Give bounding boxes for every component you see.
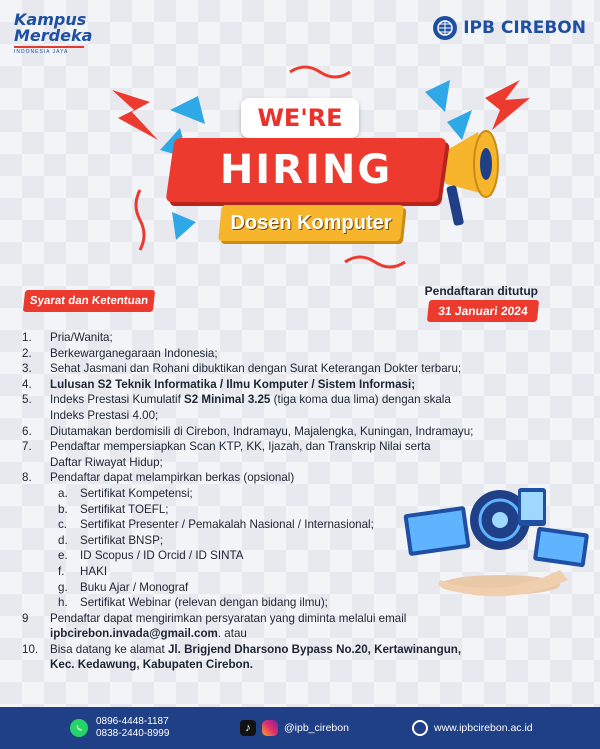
sub-list-item: d. Sertifikat BNSP; [58, 533, 164, 547]
requirements-list [22, 330, 492, 673]
lightning-right-icon [485, 80, 530, 130]
tiktok-icon[interactable]: ♪ [240, 720, 256, 736]
sub-list-item: f. HAKI [58, 564, 108, 578]
list-item: 1. Pria/Wanita; [22, 331, 113, 344]
sub-list-item: b. Sertifikat TOEFL; [58, 502, 169, 516]
list-item: 9 Pendaftar dapat mengirimkan persyaratan yang diminta melalui email ipbcirebon.invada@gmail.com. atau [22, 611, 407, 641]
sub-list-item: e. ID Scopus / ID Orcid / ID SINTA [58, 549, 244, 563]
indonesia-jaya-text: INDONESIA JAYA [14, 46, 84, 55]
phone-number-1[interactable]: 0896-4448-1187 [96, 716, 169, 727]
list-item: 2. Berkewarganegaraan Indonesia; [22, 346, 218, 360]
sub-list-item: g. Buku Ajar / Monograf [58, 580, 189, 594]
whatsapp-icon [70, 719, 88, 737]
hiring-text: HIRING [219, 147, 393, 193]
squiggle-left [136, 190, 144, 250]
lightning-left-icon [112, 90, 158, 140]
phone-number-2[interactable]: 0838-2440-8999 [96, 728, 170, 739]
footer-website [412, 720, 533, 736]
section-title-badge: Syarat dan Ketentuan [23, 290, 155, 312]
sub-list-item: a. Sertifikat Kompetensi; [58, 486, 193, 500]
list-item: 3. Sehat Jasmani dan Rohani dibuktikan dengan Surat Keterangan Dokter terbaru; [22, 362, 462, 376]
deadline-date-badge: 31 Januari 2024 [427, 300, 539, 322]
footer-social [240, 720, 349, 736]
list-item: 7. Pendaftar mempersiapkan Scan KTP, KK, Ijazah, dan Transkrip Nilai serta Daftar Riwayat Hidup; [22, 440, 431, 469]
were-banner: WE'RE [241, 98, 359, 138]
list-item: 8. Pendaftar dapat melampirkan berkas (opsional) [22, 471, 295, 485]
kampus-text: Kampus [14, 10, 87, 29]
globe-icon [412, 720, 428, 736]
burst-right-2 [447, 110, 472, 140]
footer-whatsapp [70, 716, 169, 740]
list-item: 6. Diutamakan berdomisili di Cirebon, Indramayu, Majalengka, Kuningan, Indramayu; [22, 424, 474, 438]
ipb-cirebon-text: IPB CIREBON [463, 18, 586, 38]
burst-left-1 [170, 96, 205, 124]
hiring-banner [166, 138, 447, 202]
website-link[interactable]: www.ipbcirebon.ac.id [434, 722, 533, 734]
squiggle-bottom [345, 257, 405, 267]
sub-list-item: c. Sertifikat Presenter / Pemakalah Nasional / Internasional; [58, 518, 374, 532]
burst-bottom-left [172, 212, 196, 240]
deadline-label: Pendaftaran ditutup [424, 284, 538, 298]
instagram-icon[interactable] [262, 720, 278, 736]
position-banner [218, 205, 404, 241]
footer-bar [0, 707, 600, 749]
sub-list-item: h. Sertifikat Webinar (relevan dengan bidang ilmu); [58, 596, 328, 610]
merdeka-text: Merdeka [14, 26, 93, 45]
email-link[interactable]: ipbcirebon.invada@gmail.com [50, 627, 218, 641]
list-item: 5. Indeks Prestasi Kumulatif S2 Minimal 3.25 (tiga koma dua lima) dengan skala Indeks Prestasi 4.00; [22, 393, 451, 422]
list-item: 10. Bisa datang ke alamat Jl. Brigjend Dharsono Bypass No.20, Kertawinangun, Kec. Kedawung, Kabupaten Cirebon. [22, 642, 462, 672]
social-handle[interactable]: @ipb_cirebon [284, 722, 349, 734]
squiggle-top [290, 67, 350, 77]
burst-right-1 [425, 80, 450, 112]
position-text: Dosen Komputer [230, 212, 392, 234]
list-item: 4. Lulusan S2 Teknik Informatika / Ilmu Komputer / Sistem Informasi; [22, 377, 416, 391]
